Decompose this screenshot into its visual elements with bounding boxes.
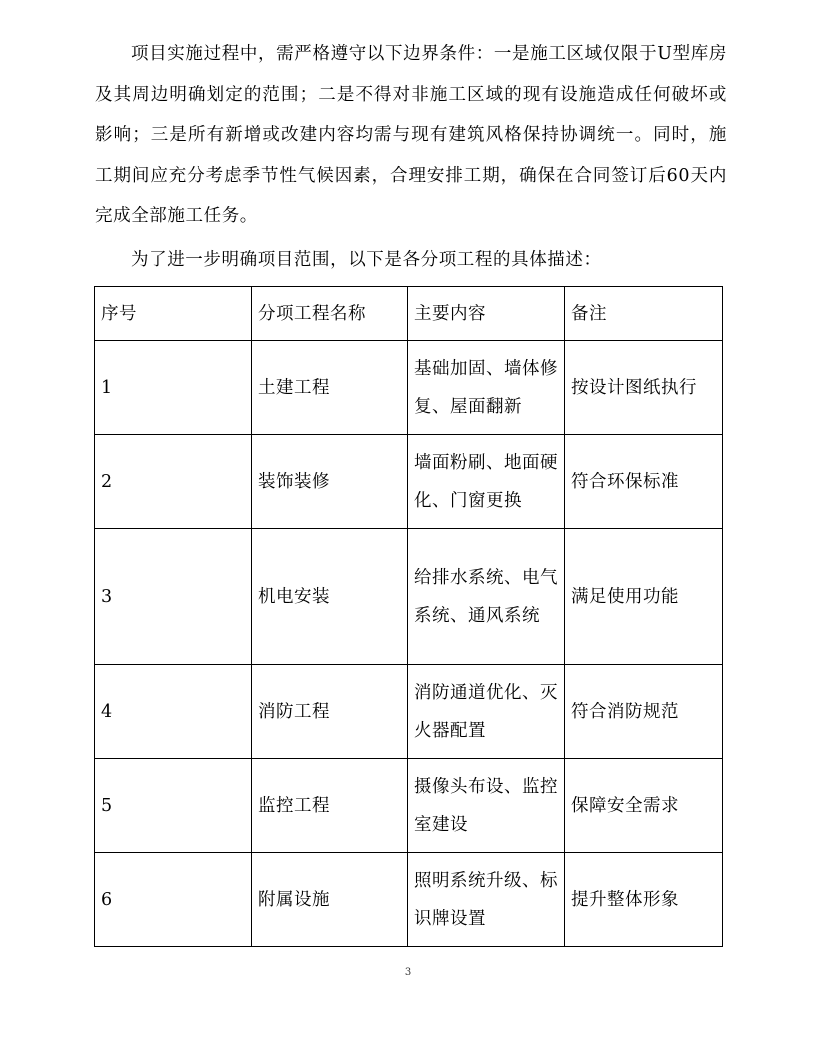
row-content: 消防通道优化、灭火器配置 <box>408 665 565 759</box>
table-row <box>95 529 723 665</box>
row-content: 摄像头布设、监控室建设 <box>408 759 565 853</box>
row-number: 6 <box>95 853 252 947</box>
row-content: 照明系统升级、标识牌设置 <box>408 853 565 947</box>
row-note: 提升整体形象 <box>565 853 723 947</box>
table-header-row <box>95 287 723 341</box>
row-note: 保障安全需求 <box>565 759 723 853</box>
body-text <box>95 34 727 280</box>
row-note: 满足使用功能 <box>565 529 723 665</box>
table-row <box>95 341 723 435</box>
row-name: 附属设施 <box>252 853 408 947</box>
header-cell-number: 序号 <box>95 287 252 341</box>
header-cell-name: 分项工程名称 <box>252 287 408 341</box>
project-scope-table <box>94 286 723 947</box>
row-number: 4 <box>95 665 252 759</box>
table-intro-paragraph: 为了进一步明确项目范围，以下是各分项工程的具体描述： <box>131 249 602 270</box>
row-name: 土建工程 <box>252 341 408 435</box>
row-number: 1 <box>95 341 252 435</box>
table-row <box>95 665 723 759</box>
page-number: 3 <box>404 967 412 978</box>
table-row <box>95 853 723 947</box>
row-name: 装饰装修 <box>252 435 408 529</box>
row-name: 机电安装 <box>252 529 408 665</box>
table-row <box>95 759 723 853</box>
row-content: 墙面粉刷、地面硬化、门窗更换 <box>408 435 565 529</box>
header-cell-note: 备注 <box>565 287 723 341</box>
row-name: 监控工程 <box>252 759 408 853</box>
row-content: 基础加固、墙体修复、屋面翻新 <box>408 341 565 435</box>
row-note: 按设计图纸执行 <box>565 341 723 435</box>
row-number: 2 <box>95 435 252 529</box>
row-name: 消防工程 <box>252 665 408 759</box>
row-content: 给排水系统、电气系统、通风系统 <box>408 529 565 665</box>
header-cell-content: 主要内容 <box>408 287 565 341</box>
row-number: 5 <box>95 759 252 853</box>
row-note: 符合消防规范 <box>565 665 723 759</box>
table-row <box>95 435 723 529</box>
row-note: 符合环保标准 <box>565 435 723 529</box>
boundary-conditions-paragraph: 项目实施过程中，需严格遵守以下边界条件：一是施工区域仅限于U型库房及其周边明确划定的范围；二是不得对非施工区域的现有设施造成任何破坏或影响；三是所有新增或改建内容均需与现有建筑风格保持协调统一。同时，施工期间应充分考虑季节性气候因素，合理安排工期，确保在合同签订后60天内完成全部施工任务。 <box>95 44 727 226</box>
row-number: 3 <box>95 529 252 665</box>
